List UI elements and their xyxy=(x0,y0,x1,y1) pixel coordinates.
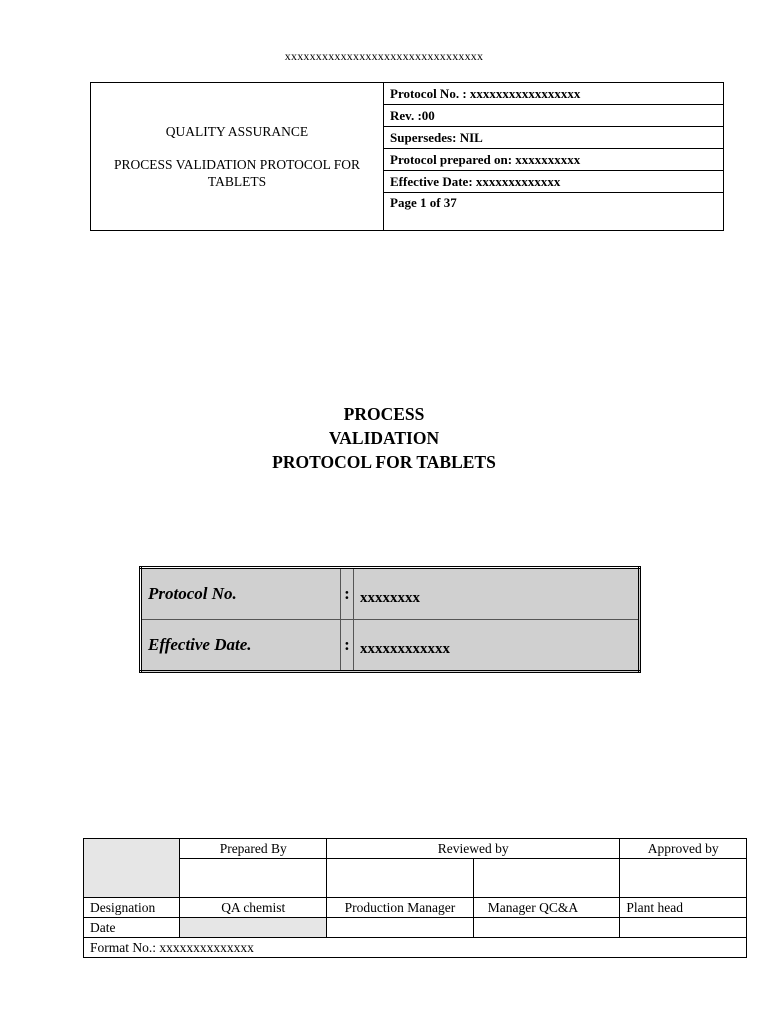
department-name: QUALITY ASSURANCE xyxy=(165,124,309,139)
effective-date-value: xxxxxxxxxxxx xyxy=(354,620,640,672)
main-title-line: PROTOCOL FOR TABLETS xyxy=(272,452,496,472)
date-cell xyxy=(620,918,747,938)
date-cell xyxy=(473,918,620,938)
signature-corner-cell xyxy=(84,839,180,898)
colon: : xyxy=(341,568,354,620)
revision: Rev. :00 xyxy=(384,105,724,127)
designation-qc: Manager QC&A xyxy=(473,898,620,918)
protocol-info-row xyxy=(141,620,640,672)
designation-qa: QA chemist xyxy=(180,898,327,918)
company-name: xxxxxxxxxxxxxxxxxxxxxxxxxxxxxxxx xyxy=(284,49,484,63)
signature-table xyxy=(83,838,747,958)
supersedes: Supersedes: NIL xyxy=(384,127,724,149)
reviewed-by-header: Reviewed by xyxy=(327,839,620,859)
prepared-by-header: Prepared By xyxy=(180,839,327,859)
signature-cell xyxy=(327,859,474,898)
main-title-line: VALIDATION xyxy=(328,428,440,448)
page-number: Page 1 of 37 xyxy=(384,193,724,231)
main-title-line: PROCESS xyxy=(343,404,425,424)
signature-cell xyxy=(473,859,620,898)
effective-date: Effective Date: xxxxxxxxxxxxx xyxy=(384,171,724,193)
date-cell xyxy=(180,918,327,938)
protocol-info-row xyxy=(141,568,640,620)
protocol-number: Protocol No. : xxxxxxxxxxxxxxxxx xyxy=(384,83,724,105)
header-title-cell xyxy=(91,83,384,231)
document-header-table xyxy=(90,82,724,231)
designation-label: Designation xyxy=(84,898,180,918)
main-title xyxy=(0,402,768,474)
signature-cell xyxy=(620,859,747,898)
approved-by-header: Approved by xyxy=(620,839,747,859)
date-cell xyxy=(327,918,474,938)
protocol-info-box xyxy=(139,566,641,673)
colon: : xyxy=(341,620,354,672)
protocol-no-label: Protocol No. xyxy=(141,568,341,620)
designation-production: Production Manager xyxy=(327,898,474,918)
prepared-on: Protocol prepared on: xxxxxxxxxx xyxy=(384,149,724,171)
document-title: PROCESS VALIDATION PROTOCOL FOR TABLETS xyxy=(114,157,360,189)
designation-plant: Plant head xyxy=(620,898,747,918)
effective-date-label: Effective Date. xyxy=(141,620,341,672)
date-label: Date xyxy=(84,918,180,938)
signature-cell xyxy=(180,859,327,898)
protocol-no-value: xxxxxxxx xyxy=(354,568,640,620)
format-number: Format No.: xxxxxxxxxxxxxx xyxy=(84,938,747,958)
